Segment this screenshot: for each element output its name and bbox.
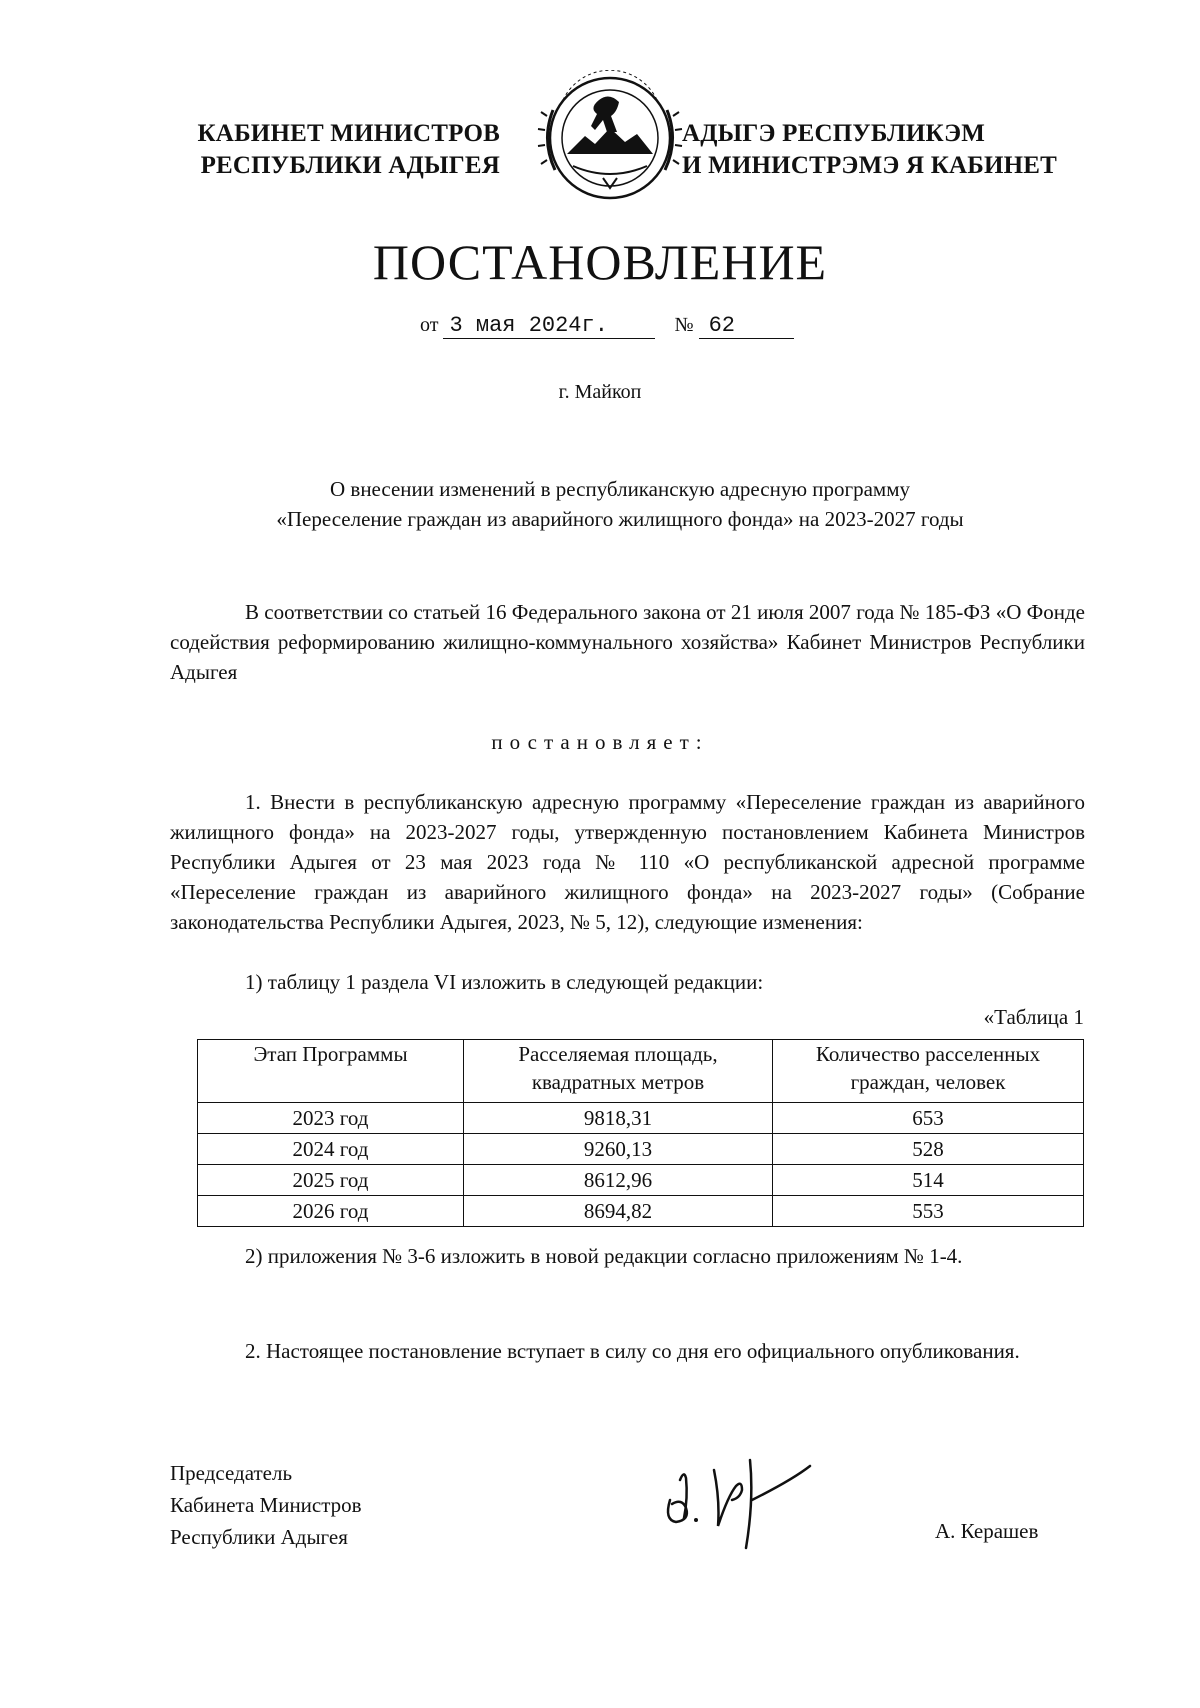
table-cell: 653: [773, 1103, 1084, 1134]
table-cell: 553: [773, 1196, 1084, 1227]
document-title: ПОСТАНОВЛЕНИЕ: [372, 234, 828, 290]
table-header-cell: Этап Программы: [198, 1040, 464, 1103]
table-caption: «Таблица 1: [983, 1005, 1084, 1029]
table-cell: 8694,82: [464, 1196, 773, 1227]
table-cell: 8612,96: [464, 1165, 773, 1196]
issuer-russian-line2: РЕСПУБЛИКИ АДЫГЕЯ: [200, 152, 500, 179]
coat-of-arms-emblem: [533, 70, 688, 205]
signatory-title-line1: Председатель: [170, 1461, 293, 1485]
table-cell: 9818,31: [464, 1103, 773, 1134]
table-header-cell: Расселяемая площадь, квадратных метров: [464, 1040, 773, 1103]
issuer-adyghe: [682, 118, 1102, 182]
date-value: 3 мая 2024г.: [443, 313, 655, 339]
handwritten-signature: [650, 1440, 850, 1550]
item-1-sub-2: 2) приложения № 3-6 изложить в новой редакции согласно приложениям № 1-4.: [245, 1244, 963, 1268]
item-1: 1. Внести в республиканскую адресную программу «Переселение граждан из аварийного жилищного фонда» на 2023-2027 годы, утвержденную постановлением Кабинета Министров Республики Адыгея от 23 мая 2023 года № 110 «О республиканской адресной программе «Переселение граждан из аварийного жилищного фонда» на 2023-2027 годы» (Собрание законодательства Республики Адыгея, 2023, № 5, 12), следующие изменения:: [170, 790, 1085, 934]
preamble: В соответствии со статьей 16 Федерального закона от 21 июля 2007 года № 185-ФЗ «О Фонде содействия реформированию жилищно-коммунального хозяйства» Кабинет Министров Республики Адыгея: [170, 600, 1085, 684]
table-row: [198, 1196, 1084, 1227]
issuer-adyghe-line2: И МИНИСТРЭМЭ Я КАБИНЕТ: [682, 152, 1058, 179]
signatory-name: А. Керашев: [935, 1519, 1039, 1543]
date-prefix: от: [420, 314, 439, 336]
number-value: 62: [699, 313, 794, 339]
issuer-adyghe-line1: АДЫГЭ РЕСПУБЛИКЭМ: [682, 120, 986, 147]
table-cell: 2025 год: [198, 1165, 464, 1196]
decides-word: постановляет:: [491, 730, 709, 754]
subject-line2: «Переселение граждан из аварийного жилищного фонда» на 2023-2027 годы: [276, 507, 964, 531]
table-cell: 2023 год: [198, 1103, 464, 1134]
item-2: 2. Настоящее постановление вступает в силу со дня его официального опубликования.: [245, 1339, 1020, 1363]
table-cell: 9260,13: [464, 1134, 773, 1165]
issuer-russian-line1: КАБИНЕТ МИНИСТРОВ: [197, 120, 500, 147]
table-header-cell: Количество расселенных граждан, человек: [773, 1040, 1084, 1103]
table-cell: 2026 год: [198, 1196, 464, 1227]
table-row: [198, 1165, 1084, 1196]
signatory-title-line2: Кабинета Министров: [170, 1493, 362, 1517]
subject-line1: О внесении изменений в республиканскую адресную программу: [329, 477, 911, 501]
date-number-line: [420, 313, 794, 339]
program-stages-table: [197, 1039, 1084, 1227]
signatory-title-line3: Республики Адыгея: [170, 1525, 348, 1549]
document-subject: [160, 474, 1080, 534]
table-cell: 2024 год: [198, 1134, 464, 1165]
issuer-russian: [140, 118, 500, 182]
number-prefix: №: [674, 314, 694, 336]
table-row: [198, 1103, 1084, 1134]
table-row: [198, 1134, 1084, 1165]
table-cell: 528: [773, 1134, 1084, 1165]
signatory-title: [170, 1457, 362, 1553]
city: г. Майкоп: [558, 381, 642, 403]
item-1-sub-1: 1) таблицу 1 раздела VI изложить в следующей редакции:: [245, 970, 764, 994]
table-header-row: [198, 1040, 1084, 1103]
table-cell: 514: [773, 1165, 1084, 1196]
